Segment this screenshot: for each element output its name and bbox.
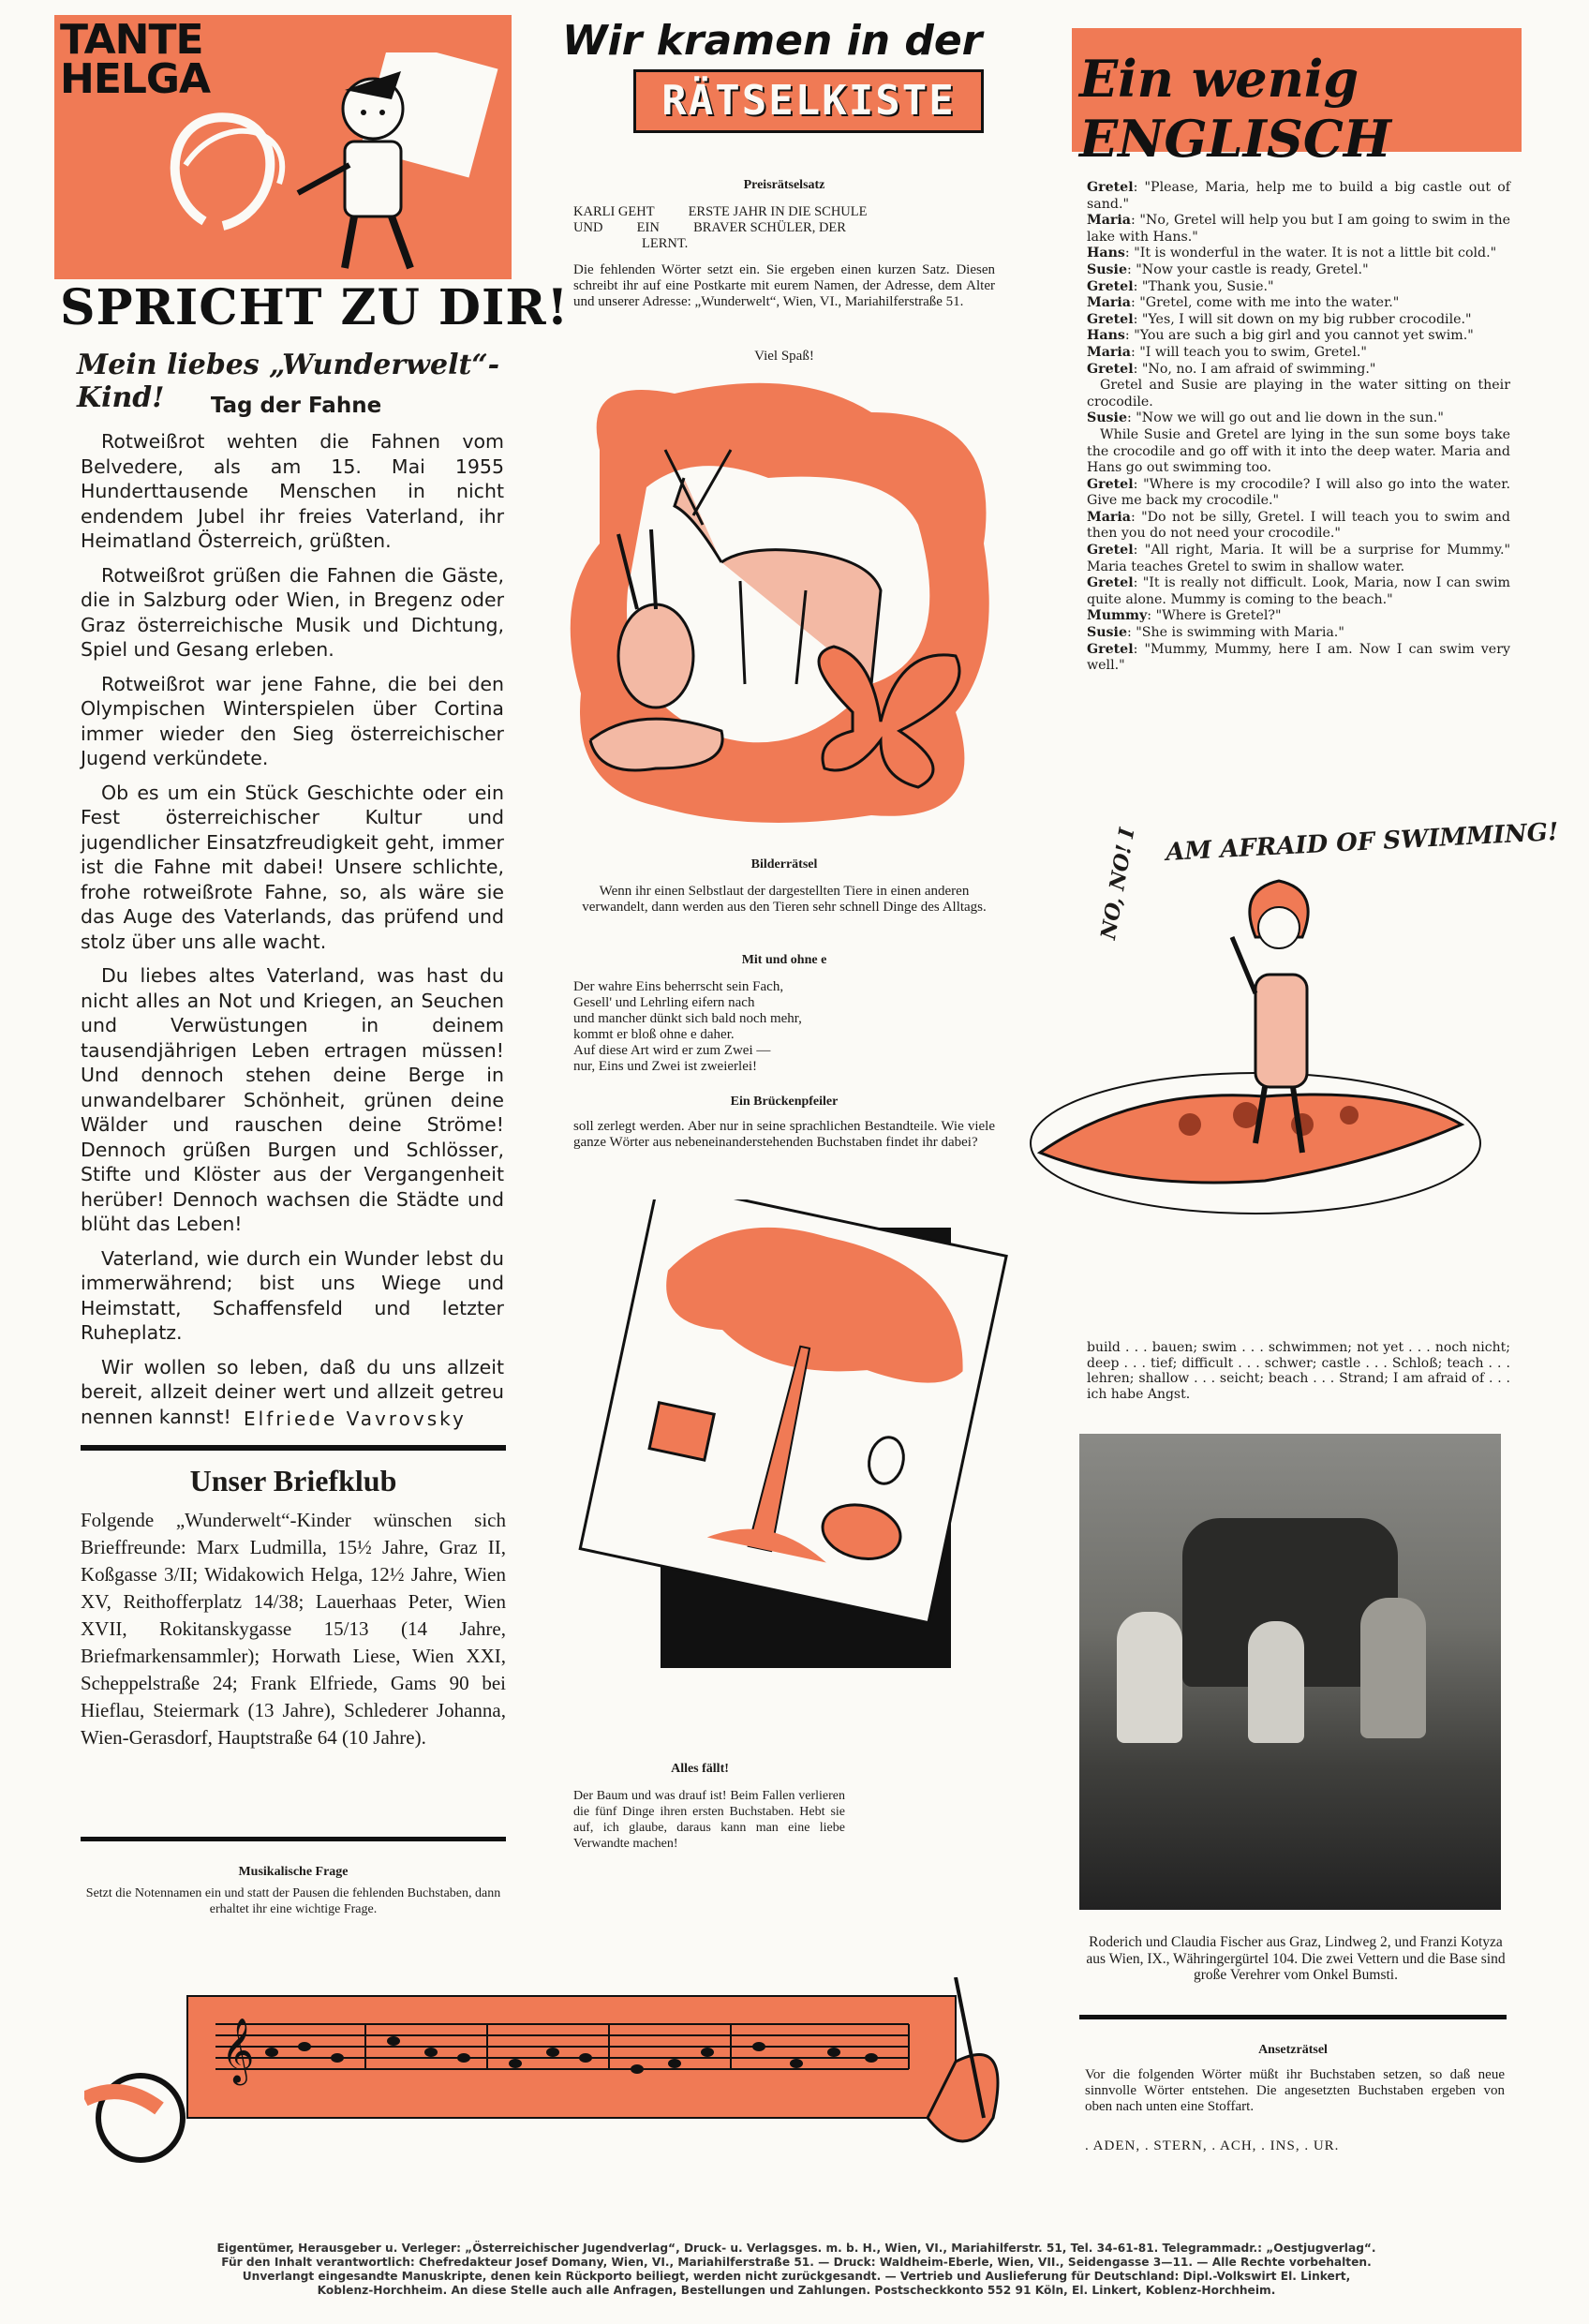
- divider: [81, 1837, 506, 1841]
- englisch-header-text: Ein wenig ENGLISCH: [1079, 49, 1391, 169]
- musikalische-frage-text: Setzt die Notennamen ein und statt der Pausen die fehlenden Buchstaben, dann erhaltet ihr eine wichtige Frage.: [85, 1886, 501, 1916]
- greeting: Mein liebes „Wunderwelt“-Kind!: [77, 349, 500, 414]
- music-staff-illustration: [84, 1977, 1040, 2174]
- photo-children-car: [1079, 1434, 1501, 1910]
- divider: [81, 1445, 506, 1451]
- dialogue-line: Gretel: "Thank you, Susie.": [1087, 278, 1274, 294]
- section-title-tag-der-fahne: Tag der Fahne: [210, 394, 382, 418]
- dialogue-line: Susie: "Now your castle is ready, Gretel.": [1087, 261, 1369, 277]
- dialogue-line: Gretel: "Yes, I will sit down on my big rubber crocodile.": [1087, 311, 1472, 327]
- viel-spass: Viel Spaß!: [754, 349, 814, 364]
- photo-caption: Roderich und Claudia Fischer aus Graz, Lindweg 2, und Franzi Kotyza aus Wien, IX., Währingergürtel 104. Die zwei Vettern und die Base sind große Verehrer vom Onkel Bumsti.: [1086, 1934, 1506, 1983]
- paragraph: Rotweißrot grüßen die Fahnen die Gäste, die in Salzburg oder Wien, in Bregenz oder Graz österreichische Musik und Dichtung, Spiel und Gesang erleben.: [81, 563, 504, 661]
- photo-child: [1248, 1621, 1304, 1743]
- dialogue-line: Hans: "It is wonderful in the water. It is not a little bit cold.": [1087, 246, 1497, 261]
- paragraph: Ob es um ein Stück Geschichte oder ein Fest österreichischer Kultur und jugendlicher Einsatzfreudigkeit geht, immer ist die Fahne mit dabei! Unsere schlichte, frohe rotweißrote Fahne, so, als wäre sie das Auge des Vaterlands, das prüfend und stolz über uns alle wacht.: [81, 781, 504, 953]
- preisraetsel-text: Die fehlenden Wörter setzt ein. Sie ergeben einen kurzen Satz. Diesen schreibt ihr auf eine Postkarte mit eurem Namen, der Adresse, dem Alter und unserer Adresse: „Wunderwelt“, Wien, VI., Mariahilferstraße 51.: [573, 262, 995, 309]
- dialogue-line: Susie: "Now we will go out and lie down in the sun.": [1087, 410, 1444, 426]
- imprint-line: Für den Inhalt verantwortlich: Chefredakteur Josef Domany, Wien, VI., Mariahilferstraße 51. — Druck: Waldheim-Eberle, Wien, VII., Seidengasse 3—11. — Alle Rechte vorbehalten.: [221, 2256, 1372, 2269]
- paragraph: Rotweißrot wehten die Fahnen vom Belvedere, als am 15. Mai 1955 Hunderttausende Menschen in nicht endendem Jubel ihr freies Vaterland, ihr Heimatland Österreich, grüßten.: [81, 430, 504, 552]
- briefklub-title: Unser Briefklub: [189, 1464, 397, 1497]
- poem-line: Auf diese Art wird er zum Zwei —: [573, 1043, 771, 1058]
- preisraetsel-title: Preisrätselsatz: [743, 178, 825, 192]
- poem-line: Der wahre Eins beherrscht sein Fach,: [573, 979, 784, 994]
- musikalische-frage-title: Musikalische Frage: [238, 1865, 349, 1879]
- dialogue-line: Maria: "No, Gretel will help you but I am going to swim in the lake with Hans.": [1087, 213, 1510, 245]
- paragraph: Wir wollen so leben, daß du uns allzeit bereit, allzeit deiner wert und allzeit getreu nennen kannst!: [81, 1355, 504, 1428]
- svg-text:𝄞: 𝄞: [221, 2018, 255, 2083]
- englisch-header: [1072, 28, 1522, 169]
- preisraetsel-line: UND EIN BRAVER SCHÜLER, DER: [573, 220, 846, 235]
- poem-line: und mancher dünkt sich bald noch mehr,: [573, 1011, 802, 1026]
- dialogue-line: Gretel: "Please, Maria, help me to build a big castle out of sand.": [1087, 180, 1511, 212]
- imprint-line: Eigentümer, Herausgeber u. Verleger: „Österreichischer Jugendverlag“, Druck- u. Verlagsges. m. b. H., Wien, VI., Mariahilferstr. 51, Tel. 34-61-81. Telegrammadr.: „Oestjugverlag“.: [216, 2242, 1376, 2255]
- mit-ohne-e-poem: [573, 979, 995, 1075]
- dialogue-line: Maria: "I will teach you to swim, Gretel.": [1087, 344, 1367, 360]
- tante-helga-header: [54, 15, 512, 287]
- dialogue-line: Maria: "Gretel, come with me into the water.": [1087, 295, 1400, 311]
- dialogue-line: Gretel: "All right, Maria. It will be a surprise for Mummy." Maria teaches Gretel to swim in shallow water.: [1087, 543, 1510, 574]
- preisraetsel-line: LERNT.: [642, 236, 689, 251]
- alles-faellt-text: Der Baum und was drauf ist! Beim Fallen verlieren die fünf Dinge ihren ersten Buchstaben. Hebt sie auf, ich glaube, daraus kann man eine liebe Verwandte machen!: [573, 1789, 845, 1851]
- alles-faellt-title: Alles fällt!: [671, 1762, 729, 1776]
- briefklub-text: Folgende „Wunderwelt“-Kinder wünschen sich Brieffreunde: Marx Ludmilla, 15½ Jahre, Graz II, Koßgasse 3/II; Widakowich Helga, 12½ Jahre, Wien XV, Reithofferplatz 14/38; Lauerhaas Peter, Wien XVII, Rokitanskygasse 15/13 (14 Jahre, Briefmarkensammler); Horwath Liese, Wien XXI, Scheppelstraße 24; Frank Elfriede, Gams 90 bei Hieflau, Steiermark (13 Jahre), Schlederer Johanna, Wien-Gerasdorf, Hauptstraße 64 (10 Jahre).: [81, 1509, 506, 1749]
- poem-line: nur, Eins und Zwei ist zweierlei!: [573, 1059, 758, 1074]
- brueckenpfeiler-text: soll zerlegt werden. Aber nur in seine sprachlichen Bestandteile. Wie viele ganze Wörter aus nebeneinanderstehenden Buchstaben findet ihr dabei?: [573, 1119, 995, 1150]
- imprint-line: Unverlangt eingesandte Manuskripte, denen kein Rückporto beiliegt, werden nicht zurückgesandt. — Vertrieb und Auslieferung für Deutschland: Dipl.-Volkswirt El. Linkert,: [242, 2270, 1351, 2283]
- poem-line: Gesell' und Lehrling eifern nach: [573, 995, 755, 1010]
- ansetzraetsel-text: Vor die folgenden Wörter müßt ihr Buchstaben setzen, so daß neue sinnvolle Wörter entstehen. Die angesetzten Buchstaben ergeben von oben nach unten eine Stoffart.: [1085, 2067, 1505, 2114]
- dialogue-line: Susie: "She is swimming with Maria.": [1087, 625, 1344, 641]
- english-dialogue: [1087, 180, 1510, 675]
- imprint-line: Koblenz-Horchheim. An diese Stelle auch alle Anfragen, Bestellungen und Zahlungen. Postscheckkonto 552 91 Köln, El. Linkert, Koblenz-Horchheim.: [317, 2284, 1276, 2297]
- brueckenpfeiler-title: Ein Brückenpfeiler: [730, 1095, 839, 1109]
- imprint: [66, 2242, 1527, 2298]
- paragraph: Vaterland, wie durch ein Wunder lebst du immerwährend; bist uns Wiege und Heimstatt, Schaffensfeld und letzter Ruheplatz.: [81, 1246, 504, 1344]
- preisraetsel-line: KARLI GEHT ERSTE JAHR IN DIE SCHULE: [573, 204, 868, 219]
- photo-child: [1117, 1612, 1182, 1743]
- article-body: [81, 429, 504, 1438]
- mit-ohne-e-title: Mit und ohne e: [741, 953, 827, 967]
- dialogue-line: Gretel: "Mummy, Mummy, here I am. Now I can swim very well.": [1087, 641, 1510, 674]
- dialogue-line: Gretel and Susie are playing in the water sitting on their crocodile.: [1087, 378, 1510, 410]
- photo-child: [1360, 1598, 1426, 1738]
- bilderraetsel-title: Bilderrätsel: [750, 857, 818, 872]
- dialogue-line: Gretel: "Where is my crocodile? I will also go into the water. Give me back my crocodile.": [1087, 476, 1510, 509]
- speech-afraid: AM AFRAID OF SWIMMING!: [1165, 818, 1560, 867]
- paragraph: Rotweißrot war jene Fahne, die bei den Olympischen Winterspielen über Cortina immer wieder den Sieg österreichischer Jugend verkündete.: [81, 672, 504, 769]
- author: Elfriede Vavrovsky: [244, 1408, 467, 1430]
- ansetzraetsel-words: . ADEN, . STERN, . ACH, . INS, . UR.: [1085, 2138, 1340, 2153]
- raetsel-header-box: RÄTSELKISTE: [633, 69, 984, 133]
- header-word-helga: HELGA: [60, 55, 211, 103]
- dialogue-line: Mummy: "Where is Gretel?": [1087, 608, 1282, 624]
- raetsel-header-top: Wir kramen in der: [562, 17, 983, 65]
- dialogue-line: Hans: "You are such a big girl and you cannot yet swim.": [1087, 328, 1474, 344]
- ansetzraetsel-title: Ansetzrätsel: [1258, 2043, 1328, 2057]
- animals-illustration: [562, 375, 1012, 843]
- header-word-tante: TANTE: [60, 16, 203, 64]
- poem-line: kommt er bloß ohne e daher.: [573, 1027, 735, 1042]
- header-spricht: SPRICHT ZU DIR!: [54, 279, 574, 336]
- helga-illustration: [92, 52, 504, 277]
- vocabulary: build . . . bauen; swim . . . schwimmen; not yet . . . noch nicht; deep . . . tief; difficult . . . schwer; castle . . . Schloß; teach . . . lehren; shallow . . . seicht; beach . . . Strand; I am afraid of . . . ich habe Angst.: [1087, 1340, 1510, 1402]
- tree-illustration: [572, 1199, 1021, 1706]
- dialogue-line: Gretel: "No, no. I am afraid of swimming.": [1087, 361, 1376, 377]
- girl-crocodile-illustration: [1021, 843, 1527, 1274]
- dialogue-line: Gretel: "It is really not difficult. Look, Maria, now I can swim quite alone. Mummy is coming to the beach.": [1087, 575, 1510, 607]
- dialogue-line: Maria: "Do not be silly, Gretel. I will teach you to swim and then you do not need your crocodile.": [1087, 509, 1510, 542]
- divider: [1079, 2015, 1507, 2019]
- bilderraetsel-text: Wenn ihr einen Selbstlaut der dargestellten Tiere in einen anderen verwandelt, dann werden aus den Tieren sehr schnell Dinge des Alltags.: [582, 884, 987, 915]
- paragraph: Du liebes altes Vaterland, was hast du nicht alles an Not und Kriegen, an Seuchen und Verwüstungen in deinem tausendjährigen Leben ertragen müssen! Und dennoch stehen deine Berge in unwandelbarer Schönheit, grünen deine Wälder und rauschen deine Ströme! Dennoch grüßen Burgen und Schlösser, Stifte und Klöster aus der Vergangenheit herüber! Dennoch wachsen die Städte und blüht das Leben!: [81, 964, 504, 1235]
- dialogue-line: While Susie and Gretel are lying in the sun some boys take the crocodile and go off with it into the deep water. Maria and Hans go out swimming too.: [1087, 426, 1510, 476]
- speech-no-no: NO, NO! I: [1096, 826, 1140, 942]
